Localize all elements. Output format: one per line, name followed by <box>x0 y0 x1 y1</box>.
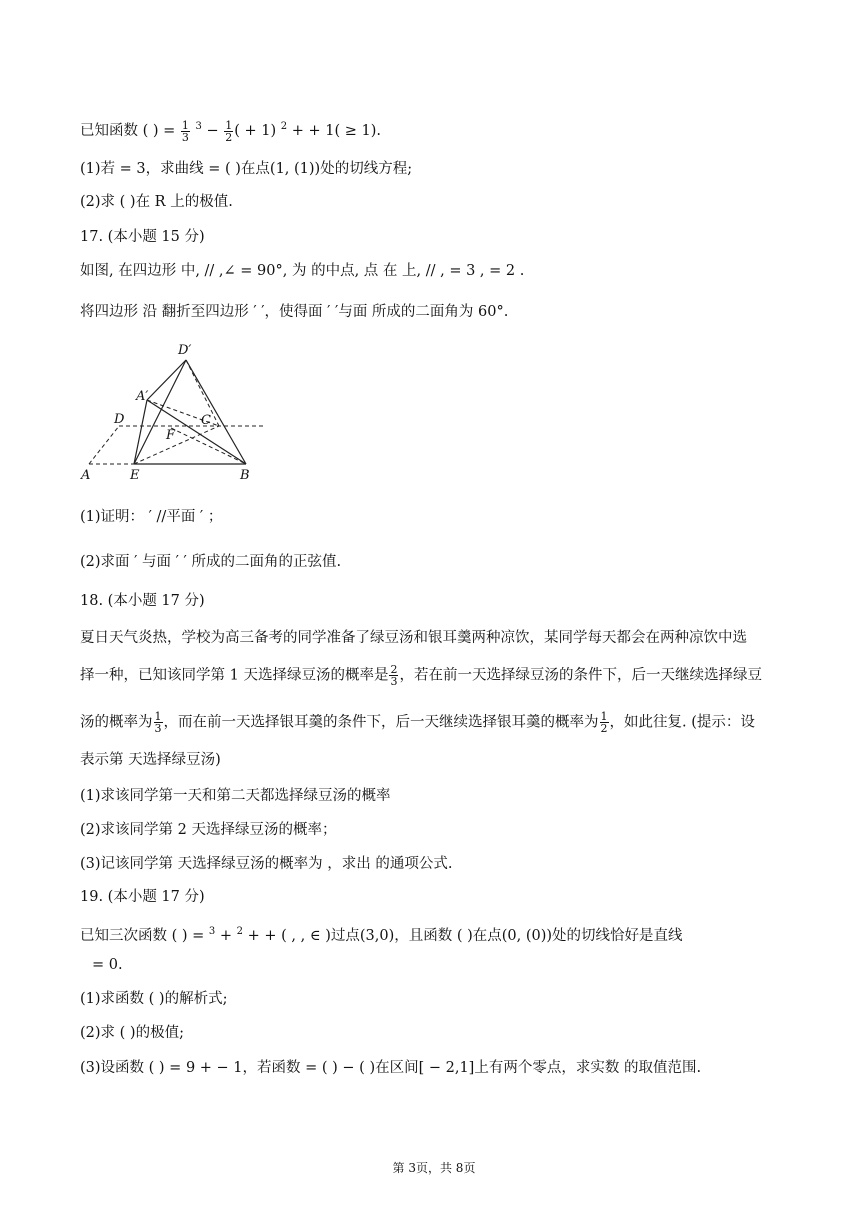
q18-line-1: 夏日天气炎热，学校为高三备考的同学准备了绿豆汤和银耳羹两种凉饮，某同学每天都会在两种凉饮中选 <box>80 630 747 646</box>
edge-AD <box>89 426 119 464</box>
q19-part-3: (3)设函数 ( ) = 9 + − 1，若函数 = ( ) − ( )在区间[ − 2,1]上有两个零点，求实数 的取值范围. <box>80 1060 702 1076</box>
q18-line-3: 汤的概率为 $\frac{1}{3}$ ，而在前一天选择银耳羹的条件下，后一天继续选择银耳羹的概率为 $\frac{1}{2}$ ，如此往复. (提示：设 <box>80 710 755 735</box>
label-Ap: A′ <box>136 389 149 404</box>
q17-part-2: (2)求面 ′ 与面 ′ ′ 所成的二面角的正弦值. <box>80 554 342 570</box>
q17-stem-2: 将四边形 沿 翻折至四边形 ′ ′，使得面 ′ ′与面 所成的二面角为 60°. <box>80 304 509 320</box>
fraction: $\frac{1}{2}$ <box>600 710 608 735</box>
edge-FB <box>171 428 246 464</box>
label-A: A <box>81 468 91 483</box>
edge-EC <box>134 426 219 464</box>
label-Dp: D′ <box>178 343 192 358</box>
q18-part-3: (3)记该同学第 天选择绿豆汤的概率为 ，求出 的通项公式. <box>80 856 453 872</box>
q19-line-1: 已知三次函数 ( ) = $^3$ + $^2$ + + ( , , ∈ )过点(3,0)，且函数 ( )在点(0, (0))处的切线恰好是直线 <box>80 926 683 944</box>
q19-part-2: (2)求 ( )的极值; <box>80 1025 184 1041</box>
q16-part-2: (2)求 ( )在 R 上的极值. <box>80 194 233 210</box>
label-E: E <box>130 468 140 483</box>
fraction: $\frac{1}{3}$ <box>154 710 162 735</box>
q16-part-1: (1)若 = 3，求曲线 = ( )在点(1, (1))处的切线方程; <box>80 161 413 177</box>
q18-part-1: (1)求该同学第一天和第二天都选择绿豆汤的概率 <box>80 788 391 804</box>
fraction: $\frac{1}{2}$ <box>225 118 233 144</box>
fraction: $\frac{2}{3}$ <box>390 663 398 688</box>
q19-part-1: (1)求函数 ( )的解析式; <box>80 991 228 1007</box>
fraction: $\frac{1}{3}$ <box>181 118 189 144</box>
q17-header: 17. (本小题 15 分) <box>80 229 205 245</box>
q19-line-2: = 0. <box>92 957 123 973</box>
label-D: D <box>114 412 125 427</box>
q19-header: 19. (本小题 17 分) <box>80 889 205 905</box>
q18-part-2: (2)求该同学第 2 天选择绿豆汤的概率； <box>80 822 337 838</box>
edge-ApDp <box>147 360 186 400</box>
q18-line-4: 表示第 天选择绿豆汤) <box>80 752 221 768</box>
edge-EAp <box>134 400 147 464</box>
edge-DpB <box>186 360 246 464</box>
label-C: C <box>201 413 211 428</box>
geometry-figure <box>76 338 266 488</box>
page-footer: 第 3页，共 8页 <box>392 1161 476 1175</box>
q18-header: 18. (本小题 17 分) <box>80 593 205 609</box>
label-B: B <box>240 468 250 483</box>
q17-stem-1: 如图, 在四边形 中, // ,∠ = 90°, 为 的中点, 点 在 上, // , = 3 , = 2 . <box>80 263 525 279</box>
q18-line-2: 择一种，已知该同学第 1 天选择绿豆汤的概率是 $\frac{2}{3}$ ，若在前一天选择绿豆汤的条件下，后一天继续选择绿豆 <box>80 663 762 688</box>
edge-DpE <box>134 360 186 464</box>
q17-part-1: (1)证明： ′ //平面 ′ ； <box>80 509 223 525</box>
label-F: F <box>166 428 176 443</box>
q16-stem: 已知函数 ( ) = $\frac{1}{3}$ $^3$ − $\frac{1}{2}$ ( + 1) $^2$ + + 1( ≥ 1). <box>80 118 382 144</box>
